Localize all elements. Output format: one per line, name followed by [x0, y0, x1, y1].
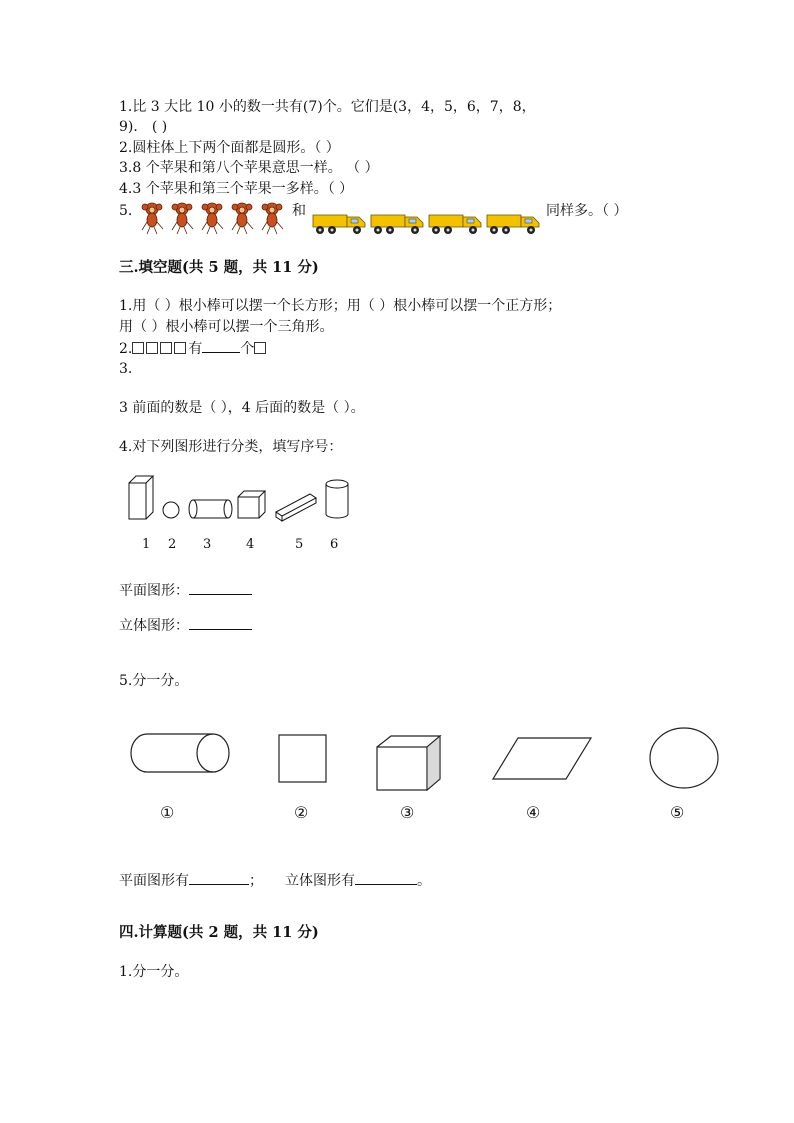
judge-q5-and: 和 [292, 203, 306, 219]
fill-q2-prefix: 2. [119, 341, 133, 357]
square-icon [174, 342, 186, 354]
fill-q2-mid: 有 [188, 341, 203, 357]
fill-q3-text: 3 前面的数是（ ），4 后面的数是（ ）。 [119, 400, 365, 416]
q5-label-1: ① [160, 803, 175, 822]
square-icon [279, 735, 326, 782]
upright-cylinder-icon [326, 480, 348, 518]
fill-q5-text: 5.分一分。 [119, 673, 189, 689]
judge-q3: 3.8 个苹果和第八个苹果意思一样。 （ ） [119, 160, 379, 176]
fill-q2 [119, 338, 268, 359]
truck-images [311, 205, 543, 235]
fill-q3-number: 3. [119, 361, 133, 377]
square-icon [160, 342, 172, 354]
fill-q5-plane-blank[interactable] [189, 870, 249, 885]
calc-q1-text: 1.分一分。 [119, 964, 189, 980]
fill-q2-suffix: 个 [240, 341, 255, 357]
fill-q1-line2: 用（ ）根小棒可以摆一个三角形。 [119, 319, 334, 335]
parallelogram-icon [493, 738, 591, 779]
fill-q1-line1: 1.用（ ）根小棒可以摆一个长方形；用（ ）根小棒可以摆一个正方形； [119, 298, 562, 314]
square-icon [254, 342, 266, 354]
fill-q4-solid-blank[interactable] [189, 615, 252, 630]
monkey-images [138, 200, 290, 236]
monkey-icon [262, 203, 283, 234]
section4-title: 四.计算题(共 2 题，共 11 分) [119, 924, 319, 941]
square-icon [132, 342, 144, 354]
q4-label-3: 3 [203, 537, 212, 552]
monkey-icon [142, 203, 163, 234]
truck-icon [487, 215, 539, 234]
fill-q2-blank[interactable] [202, 338, 240, 353]
q4-label-2: 2 [168, 537, 177, 552]
fill-q4-solid [119, 615, 252, 636]
truck-icon [371, 215, 423, 234]
circle-icon [163, 502, 179, 518]
fill-q5-separator: ； [249, 873, 263, 889]
judge-q4: 4.3 个苹果和第三个苹果一多样。（ ） [119, 181, 354, 197]
q5-label-5: ⑤ [670, 803, 685, 822]
fill-q5-answer [119, 870, 431, 891]
fill-q4-solid-label: 立体图形： [119, 618, 189, 634]
horizontal-cylinder-icon [189, 500, 232, 518]
monkey-icon [232, 203, 253, 234]
judge-q2: 2.圆柱体上下两个面都是圆形。（ ） [119, 140, 340, 156]
tall-cuboid-icon [129, 476, 153, 519]
fill-q4-plane [119, 580, 252, 601]
q4-label-4: 4 [246, 537, 255, 552]
fill-q5-end: 。 [417, 873, 431, 889]
judge-q1-line1: 1.比 3 大比 10 小的数一共有(7)个。它们是(3，4，5，6，7，8， [119, 99, 536, 115]
fill-q5-solid-label: 立体图形有 [285, 873, 355, 889]
long-cuboid-icon [276, 494, 316, 521]
q4-shapes [125, 472, 360, 524]
judge-q1-line2: 9)． ( ) [119, 119, 168, 135]
judge-q5-number: 5. [119, 203, 133, 219]
circle-icon [650, 728, 718, 788]
judge-q5-tail: 同样多。（ ） [546, 203, 628, 219]
q4-label-5: 5 [295, 537, 304, 552]
truck-icon [313, 215, 365, 234]
q5-label-2: ② [294, 803, 309, 822]
monkey-icon [202, 203, 223, 234]
square-icon [146, 342, 158, 354]
fill-q4-plane-blank[interactable] [189, 580, 252, 595]
fill-q4-text: 4.对下列图形进行分类，填写序号： [119, 439, 343, 455]
q4-label-1: 1 [142, 537, 151, 552]
fill-q4-plane-label: 平面图形： [119, 583, 189, 599]
horizontal-cylinder-icon [131, 734, 229, 772]
fill-q5-solid-blank[interactable] [355, 870, 417, 885]
q5-label-4: ④ [526, 803, 541, 822]
q5-label-3: ③ [400, 803, 415, 822]
q5-shapes [125, 724, 725, 796]
truck-icon [429, 215, 481, 234]
monkey-icon [172, 203, 193, 234]
fill-q5-plane-label: 平面图形有 [119, 873, 189, 889]
q4-label-6: 6 [330, 537, 339, 552]
cube-icon [238, 491, 265, 518]
cube-side-shade [427, 736, 440, 790]
section3-title: 三.填空题(共 5 题，共 11 分) [119, 259, 319, 276]
